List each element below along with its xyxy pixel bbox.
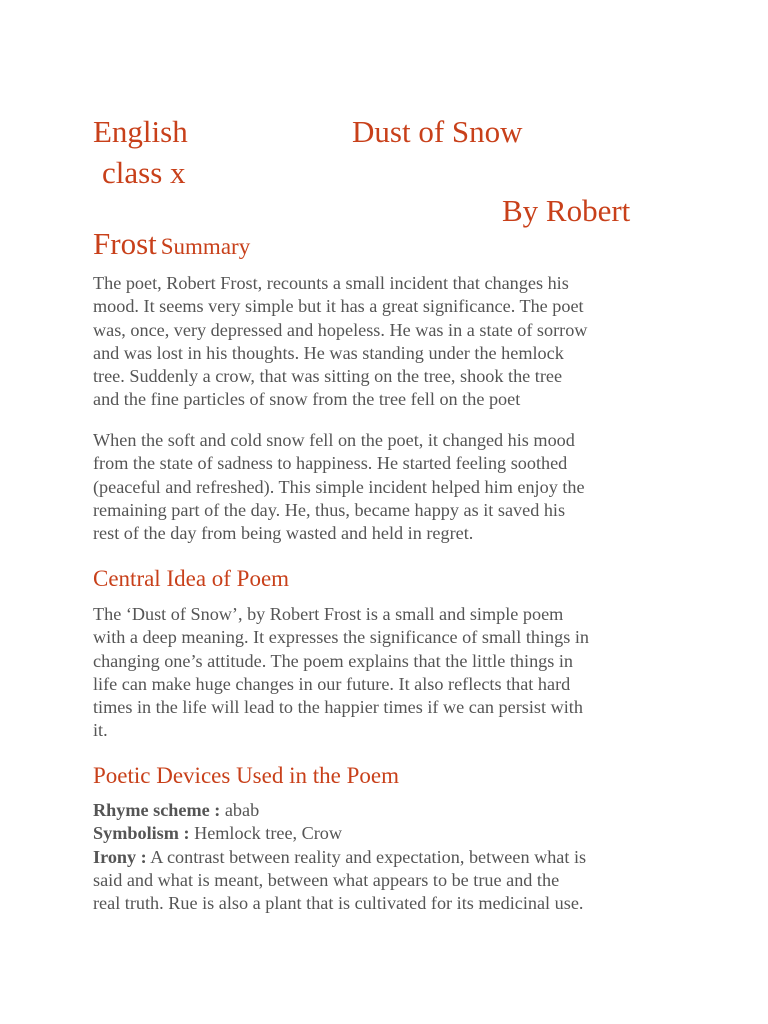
text-line: was, once, very depressed and hopeless. He was in a state of sorrow [93,319,588,340]
text-line: The poet, Robert Frost, recounts a small incident that changes his [93,273,569,293]
irony-label: Irony : [93,846,147,867]
text-line: from the state of sadness to happiness. He started feeling soothed [93,453,568,474]
by-line: By Robert [502,193,631,228]
text-line: The ‘Dust of Snow’, by Robert Frost is a small and simple poem [93,604,564,624]
summary-paragraph-1 [93,272,693,412]
text-line: rest of the day from being wasted and held in regret. [93,523,474,544]
irony-item [93,846,693,869]
text-line: When the soft and cold snow fell on the poet, it changed his mood [93,430,575,450]
text-line: life can make huge changes in our future. It also reflects that hard [93,673,571,694]
text-line: times in the life will lead to the happier times if we can persist with [93,697,583,718]
text-line: tree. Suddenly a crow, that was sitting on the tree, shook the tree [93,366,563,387]
text-line: and the fine particles of snow from the tree fell on the poet [93,389,521,410]
text-line: said and what is meant, between what appears to be true and the [93,869,560,890]
summary-heading: Summary [160,234,251,259]
class-label: class x [102,155,186,190]
rhyme-scheme-value: abab [220,800,260,820]
symbolism-label: Symbolism : [93,823,190,844]
rhyme-scheme-label: Rhyme scheme : [93,800,221,820]
text-line: mood. It seems very simple but it has a great significance. The poet [93,296,584,317]
text-line: real truth. Rue is also a plant that is cultivated for its medicinal use. [93,893,584,914]
text-line: it. [93,720,108,741]
text-line: with a deep meaning. It expresses the significance of small things in [93,627,589,648]
central-idea-heading: Central Idea of Poem [93,566,290,591]
poetic-devices-heading: Poetic Devices Used in the Poem [93,763,399,788]
text-line: remaining part of the day. He, thus, became happy as it saved his [93,499,566,520]
central-idea-paragraph [93,603,693,743]
text-line: and was lost in his thoughts. He was standing under the hemlock [93,342,564,363]
subject-title: English [93,114,188,149]
poem-title: Dust of Snow [352,114,523,149]
rhyme-scheme-item [93,799,693,822]
symbolism-item [93,822,693,845]
summary-paragraph-2 [93,429,693,545]
author-last-name: Frost [93,226,157,261]
summary-heading-line [93,228,250,259]
irony-value: A contrast between reality and expectation, between what is [146,846,587,867]
text-line: changing one’s attitude. The poem explains that the little things in [93,650,574,671]
symbolism-value: Hemlock tree, Crow [189,823,343,844]
poetic-devices-list [93,799,693,915]
text-line: (peaceful and refreshed). This simple incident helped him enjoy the [93,476,585,497]
